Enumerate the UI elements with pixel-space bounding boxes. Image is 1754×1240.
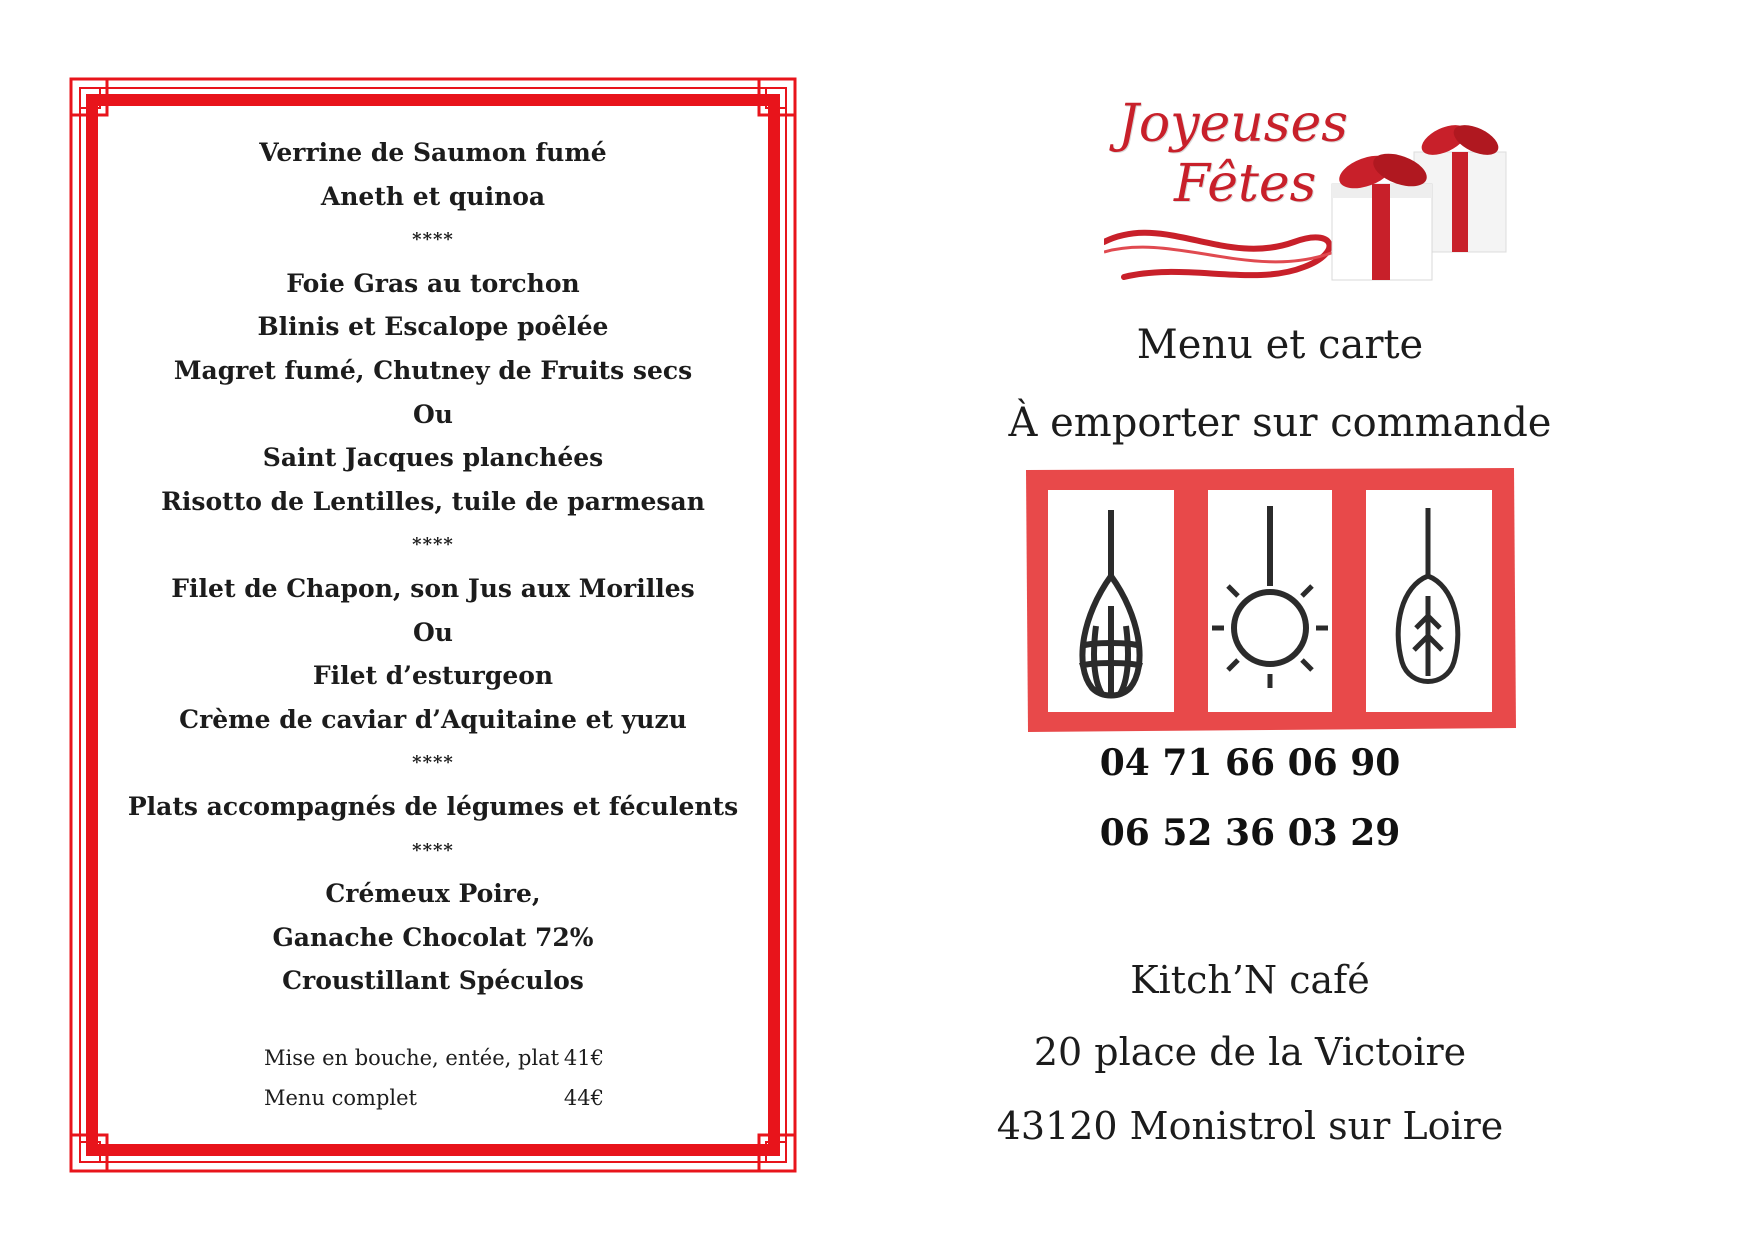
menu-item: Risotto de Lentilles, tuile de parmesan: [161, 486, 705, 516]
menu-item: Crème de caviar d’Aquitaine et yuzu: [179, 704, 687, 734]
course-separator: ****: [412, 229, 454, 251]
title-menu-et-carte: Menu et carte: [1136, 322, 1424, 368]
menu-item: Croustillant Spéculos: [282, 966, 584, 996]
menu-item: Magret fumé, Chutney de Fruits secs: [173, 355, 693, 385]
subtitle-a-emporter: À emporter sur commande: [1008, 400, 1552, 446]
menu-item: Saint Jacques planchées: [262, 443, 604, 473]
phone-number-2: 06 52 36 03 29: [1099, 812, 1401, 854]
street-address: 20 place de la Victoire: [1033, 1030, 1467, 1074]
menu-item: Foie Gras au torchon: [286, 268, 580, 298]
phone-number-1: 04 71 66 06 90: [1099, 742, 1401, 784]
price-label: Mise en bouche, entée, plat: [264, 1046, 560, 1070]
menu-frame: [68, 76, 798, 1174]
city-address: 43120 Monistrol sur Loire: [996, 1104, 1504, 1148]
price-amount: 41€: [563, 1046, 604, 1070]
price-label: Menu complet: [264, 1086, 417, 1110]
menu-item: Verrine de Saumon fumé: [259, 138, 607, 167]
menu-items: [108, 131, 758, 1003]
menu-item: Crémeux Poire,: [325, 879, 541, 909]
menu-item: Aneth et quinoa: [320, 181, 546, 211]
price-row: [264, 1038, 604, 1078]
holiday-banner: [1104, 92, 1512, 314]
price-row: [264, 1078, 604, 1118]
menu-item: Ganache Chocolat 72%: [272, 922, 594, 952]
price-amount: 44€: [563, 1086, 604, 1110]
menu-item: Ou: [413, 617, 453, 647]
price-list: [264, 1038, 604, 1118]
greeting-fetes: Fêtes: [1174, 154, 1317, 214]
menu-item: Filet de Chapon, son Jus aux Morilles: [171, 573, 695, 603]
greeting-joyeuses: Joyeuses: [1118, 94, 1348, 154]
menu-item: Filet d’esturgeon: [312, 661, 554, 691]
menu-item: Ou: [413, 399, 453, 429]
business-name: Kitch’N café: [1130, 958, 1370, 1002]
course-separator: ****: [412, 534, 454, 556]
menu-item: Plats accompagnés de légumes et féculents: [127, 791, 739, 821]
course-separator: ****: [412, 839, 454, 861]
utensils-illustration: [1022, 466, 1520, 734]
menu-item: Blinis et Escalope poêlée: [257, 312, 609, 342]
course-separator: ****: [412, 752, 454, 774]
